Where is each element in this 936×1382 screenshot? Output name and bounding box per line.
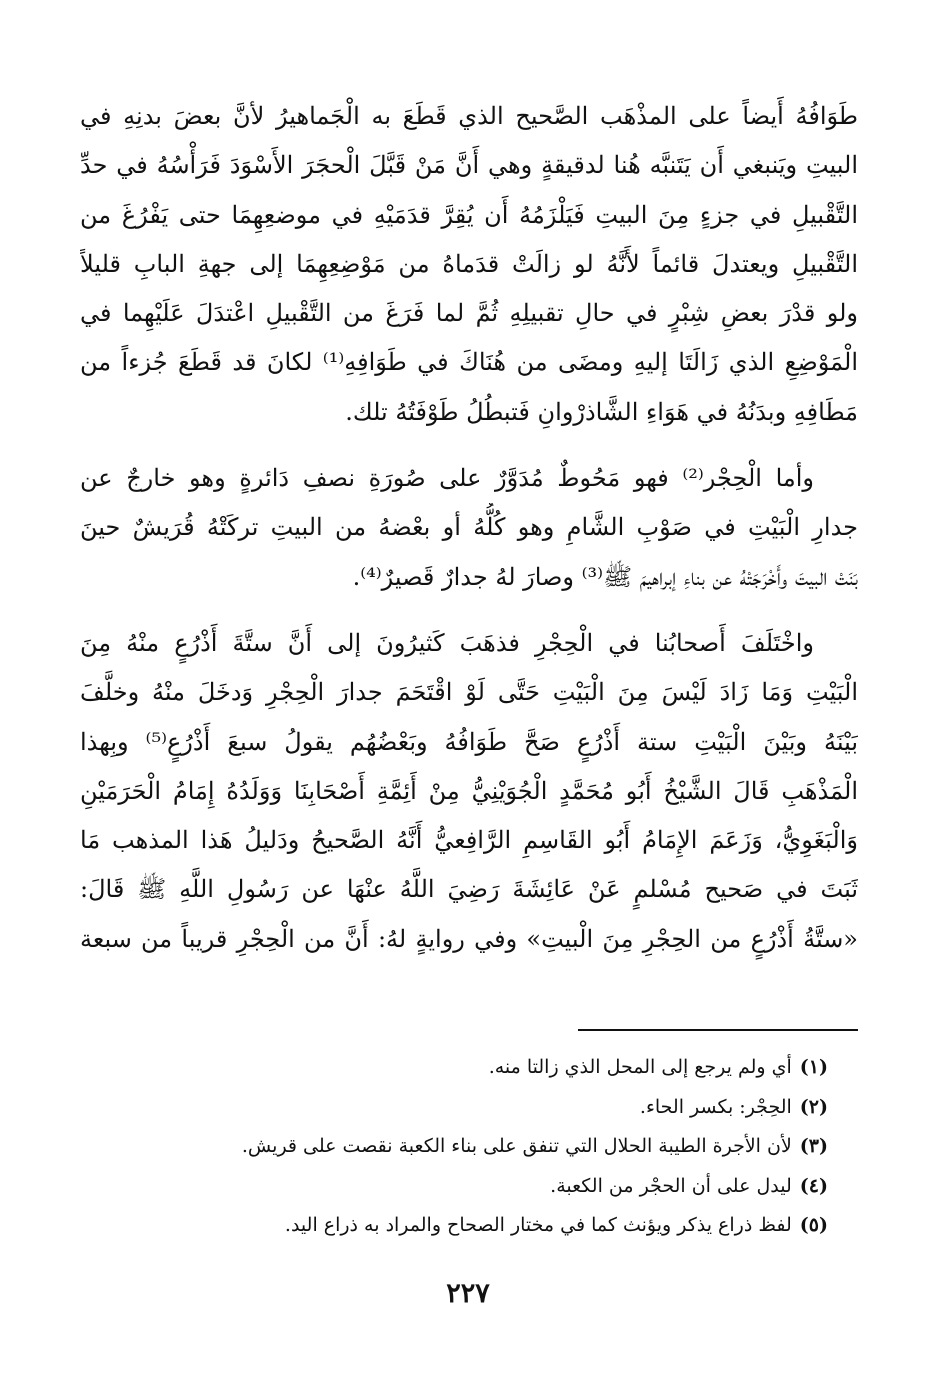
footnote-number: (٣) (799, 1135, 828, 1157)
text-line: التَّقْبيلِ ويعتدلَ قائماً لأَنَّهُ لو زالَتْ قدَماهُ من مَوْضِعِهِمَا إلى جهةِ البابِ قليلاً (80, 249, 858, 278)
main-text (80, 92, 858, 981)
paragraph-2 (80, 454, 858, 602)
footnote-number: (٤) (799, 1174, 828, 1197)
text-line: وأما الْحِجْر⁽²⁾ فهو مَحُوطٌ مُدَوَّرٌ على صُورَةِ نصفِ دَائرةٍ وهو خارجٌ عن (80, 464, 814, 493)
text-line: مَطَافِهِ وبدَنُهُ في هَوَاءِ الشَّاذرْوانِ فَتبطُلُ طَوْفَتُهُ تلك. (345, 397, 858, 426)
footnote-separator (578, 1029, 858, 1031)
text-line: ثَبَتَ في صَحيح مُسْلمٍ عَنْ عَائِشَةَ رَضِيَ اللَّهُ عنْهَا عن رَسُولِ اللَّهِ ﷺ قَالَ: (80, 875, 858, 904)
text-line: «ستَّةُ أَذْرُعٍ من الحِجْرِ مِنَ الْبيتِ» وفي روايةٍ لهُ: أَنَّ من الْحِجْرِ قريباً من سبعة (80, 924, 858, 953)
footnote-item (100, 1088, 828, 1128)
footnote-item (100, 1048, 828, 1088)
footnote-item (100, 1167, 828, 1207)
footnote-text: لفظ ذراع يذكر ويؤنث كما في مختار الصحاح والمراد به ذراع اليد. (284, 1214, 792, 1236)
footnote-number: (٥) (799, 1214, 828, 1236)
text-line: طَوَافُهُ أَيضاً على المذْهَب الصَّحيح الذي قَطَعَ به الْجَماهيرُ لأنَّ بعضَ بدنِهِ في (80, 102, 858, 130)
footnote-text: ليدل على أن الحجْر من الكعبة. (550, 1174, 792, 1197)
page-number: ٢٢٧ (446, 1278, 490, 1309)
text-line: جدارِ الْبَيْتِ في صَوْبِ الشَّامِ وهو كُلُّهُ أو بعْضهُ من البيتِ تركَتْهُ قُرَيشٌ حينَ (80, 513, 858, 542)
text-line: التَّقْبيلِ في جزءٍ مِنَ البيتِ فَيَلْزَمُهُ أَن يُقِرَّ قدَمَيْهِ في موضعِهِمَا حتى يَفْرُغَ من (80, 200, 858, 229)
text-line: وَالْبَغَوِيُّ، وَزَعَمَ الإِمَامُ أَبُو القَاسِمِ الرَّافِعيُّ أَنَّهُ الصَّحيحُ ودَليلُ هَذا المذهب مَا (80, 826, 858, 855)
text-line: الْمَوْضِعِ الذي زَالَتَا إليهِ ومضَى من هُنَاكَ في طَوَافِهِ⁽¹⁾ لكانَ قد قَطَعَ جُزءاً من (80, 348, 858, 377)
paragraph-1 (80, 92, 858, 437)
footnote-number: (٢) (799, 1095, 828, 1118)
footnote-text: لأن الأجرة الطيبة الحلال التي تنفق على بناء الكعبة نقصت على قريش. (241, 1135, 792, 1157)
footnote-text: الحِجْر: بكسر الحاء. (639, 1095, 792, 1118)
paragraph-3 (80, 619, 858, 964)
text-line: واخْتَلَفَ أَصحابُنا في الْحِجْرِ فذهَبَ كَثيرُونَ إلى أَنَّ ستَّةَ أَذْرُعٍ منْهُ مِنَ (80, 628, 814, 657)
footnote-item (100, 1127, 828, 1167)
text-line: الْمَذْهَبِ قَالَ الشَّيْخُ أَبُو مُحَمَّدٍ الْجُوَيْنِيُّ مِنْ أَئِمَّةِ أَصْحَابِنَا وَوَلَدُهُ إِمَامُ الْحَرَمَيْنِ (80, 776, 858, 805)
footnotes (100, 1048, 828, 1246)
text-line: البيتِ ويَنبغي أَن يَتَنبَّه هُنا لدقيقةٍ وهي أَنَّ مَنْ قَبَّلَ الْحجَرَ الأَسْوَدَ فَرَأْسُهُ في حدِّ (80, 151, 858, 180)
text-line: بَنَتْ البيتَ وأَخْرَجَتْهُ عن بناءِ إبراهيمَ ﷺ⁽³⁾ وصارَ لهُ جدارٌ قَصيرٌ⁽⁴⁾. (352, 562, 858, 591)
text-line: بَيْنَهُ وبَيْنَ الْبَيْتِ ستة أَذْرُعٍ صَحَّ طَوَافُهُ وبَعْضُهُم يقولُ سبعَ أَذْرُعٍ⁽⁵⁾ وبِهذا (80, 727, 858, 756)
text-line: الْبَيْتِ وَمَا زَادَ لَيْسَ مِنَ الْبَيْتِ حَتَّى لَوْ اقْتَحَمَ جدارَ الْحِجْرِ وَدخَلَ منْهُ وخلَّفَ (80, 678, 858, 707)
footnote-text: أي ولم يرجع إلى المحل الذي زالتا منه. (488, 1056, 792, 1078)
text-line: ولو قدْرَ بعضِ شِبْرٍ في حالِ تقبيلِهِ ثُمَّ لما فَرَغَ من التَّقْبيلِ اعْتدَلَ عَلَيْهِما في (80, 299, 858, 328)
footnote-item (100, 1206, 828, 1246)
footnote-number: (١) (799, 1056, 828, 1078)
